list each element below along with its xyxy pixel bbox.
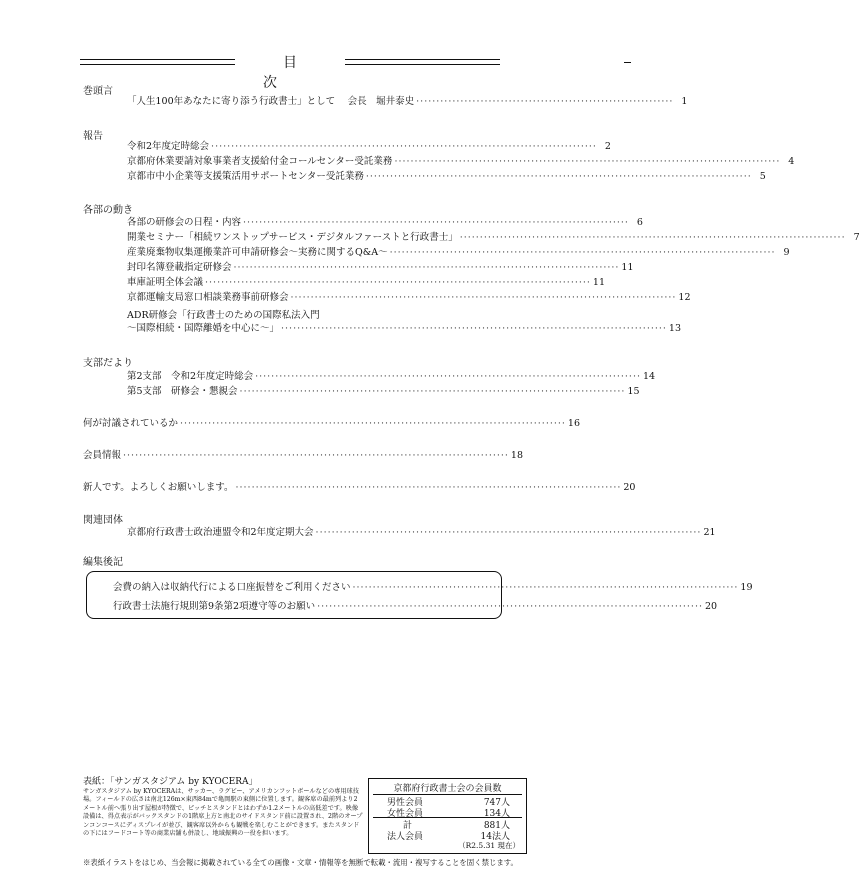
toc-entry-page: 18 [510,450,524,461]
toc-entry[interactable]: 封印名簿登載指定研修会 ································································································ 11 [127,261,493,273]
toc-entry[interactable]: 車庫証明全体会議 ································································································ 11 [127,276,493,288]
toc-entry[interactable]: ～国際相続・国際離婚を中心に～」 ································································································ 13 [127,322,493,334]
toc-entry-page: 9 [783,247,790,258]
toc-entry[interactable]: 会費の納入は収納代行による口座振替をご利用ください ································································································ 19 [113,581,483,593]
toc-entry-label: 第5支部 研修会・懇親会 [127,386,238,397]
corp-value: 14法人 [480,832,510,842]
toc-entry[interactable]: 開業セミナー「相続ワンストップサービス・デジタルファーストと行政書士」 ································································································ 7 [127,231,493,243]
toc-entry-label: 各部の研修会の日程・内容 [127,217,242,228]
member-count-date: （R2.5.31 現在） [458,841,520,850]
toc-entry-page: 21 [703,527,716,538]
toc-entry-label: 「人生100年あなたに寄り添う行政書士」として 会長 堀井泰史 [127,96,415,107]
toc-entry-page: 15 [627,386,640,397]
toc-entry-page: 5 [759,171,766,182]
toc-entry-page: 19 [740,582,753,593]
toc-entry-page: 1 [681,96,688,107]
toc-entry-label: 会費の納入は収納代行による口座振替をご利用ください [113,582,351,593]
toc-entry[interactable]: 何が討議されているか ································································································ 16 [83,417,493,429]
toc-entry-label: ～国際相続・国際離婚を中心に～」 [127,323,280,334]
toc-entry-label: 京都府行政書士政治連盟令和2年度定期大会 [127,527,314,538]
toc-entry[interactable]: 各部の研修会の日程・内容 ································································································ 6 [127,216,493,228]
toc-entry[interactable]: 産業廃棄物収集運搬業許可申請研修会～実務に関するQ&A～ ································································································ 9 [127,246,493,258]
toc-entry-label: 封印名簿登載指定研修会 [127,262,232,273]
section-kantogen: 巻頭言 [83,86,113,97]
toc-entry-page: 6 [636,217,643,228]
toc-entry-label: 開業セミナー「相続ワンストップサービス・デジタルファーストと行政書士」 [127,232,458,243]
section-henshu: 編集後記 [83,557,123,568]
male-label: 男性会員 [387,798,424,808]
section-kakubu: 各部の動き [83,205,133,216]
toc-entry[interactable]: 第2支部 令和2年度定時総会 ································································································ 14 [127,370,493,382]
heading-rule-right [345,59,500,65]
toc-entry[interactable]: 「人生100年あなたに寄り添う行政書士」として 会長 堀井泰史 ································································ 1 [127,95,493,107]
toc-entry-page: 12 [678,292,691,303]
toc-entry-page: 20 [705,601,718,612]
toc-entry-label: 何が討議されているか [83,418,179,429]
corp-label: 法人会員 [387,832,424,842]
total-label: 計 [403,821,413,831]
margin-tick [624,62,631,63]
toc-entry-label: 京都府休業要請対象事業者支援給付金コールセンター受託業務 [127,156,393,167]
toc-entry-label: 産業廃棄物収集運搬業許可申請研修会～実務に関するQ&A～ [127,247,388,258]
toc-entry-label-line1: ADR研修会「行政書士のための国際私法入門 [127,310,320,321]
member-count-title: 京都府行政書士会の会員数 [393,784,502,794]
toc-entry[interactable]: 令和2年度定時総会 ································································································ 2 [127,140,493,152]
female-value: 134人 [483,809,510,819]
toc-entry[interactable]: 京都運輸支局窓口相談業務事前研修会 ································································································ 12 [127,291,493,303]
toc-heading [80,54,500,91]
toc-entry-page: 16 [567,418,581,429]
toc-entry-label: 行政書士法施行規則第9条第2項遵守等のお願い [113,601,316,612]
toc-entry[interactable]: 第5支部 研修会・懇親会 ································································································ 15 [127,385,493,397]
toc-entry-page: 20 [623,482,636,493]
cover-title: 表紙：「サンガスタジアム by KYOCERA」 [83,777,258,787]
total-value: 881人 [483,821,510,831]
toc-entry[interactable]: 京都府休業要請対象事業者支援給付金コールセンター受託業務 ································································································ 4 [127,155,493,167]
toc-entry-label: 車庫証明全体会議 [127,277,204,288]
toc-entry-label: 京都市中小企業等支援策活用サポートセンター受託業務 [127,171,364,182]
section-shibu: 支部だより [83,358,133,369]
heading-rule-left [80,59,235,65]
toc-entry[interactable]: 会員情報 ································································································ 18 [83,449,493,461]
toc-title: 目次 [263,55,337,91]
copyright-note: ※表紙イラストをはじめ、当会報に掲載されている全ての画像・文章・情報等を無断で転載・流用・複写することを固く禁じます。 [83,858,518,867]
female-label: 女性会員 [387,809,424,819]
toc-entry[interactable]: 京都市中小企業等支援策活用サポートセンター受託業務 ································································································ 5 [127,170,493,182]
cover-text: サンガスタジアム by KYOCERAは、サッカー、ラグビー、アメリカンフットボールなどの専用球技場。フィールドの広さは南北126m×東西84mで亀岡駅の東側に位置します。観客席の最前列より2メートル前へ張り出す屋根が特徴で、ピッチとスタンドとはわずか1.2メートルの高低差です。映像設備は、得点表示がバックスタンドの1階席上方と南北のサイドスタンド前に設置され、2階のオープンコンコースにディスプレイが並び、観客席以外からも観戦を楽しむことができます。またスタンドの下にはフードコート等の商業店舗も併設し、地域振興の一役を担います。 [83,788,363,838]
toc-entry-label: 京都運輸支局窓口相談業務事前研修会 [127,292,289,303]
toc-entry-page: 2 [604,141,611,152]
toc-entry-label: 令和2年度定時総会 [127,141,210,152]
toc-entry[interactable]: 行政書士法施行規則第9条第2項遵守等のお願い ································································································ 20 [113,600,483,612]
toc-entry-page: 7 [853,232,860,243]
toc-entry-page: 4 [788,156,795,167]
section-houkoku: 報告 [83,131,103,142]
section-kanren: 関連団体 [83,515,123,526]
toc-entry-page: 14 [643,371,656,382]
toc-entry-page: 11 [621,262,634,273]
cover-description [83,777,363,838]
toc-entry[interactable]: 新人です。よろしくお願いします。 ································································································ 20 [83,481,493,493]
toc-entry-label: 会員情報 [83,450,122,461]
toc-entry-label: 新人です。よろしくお願いします。 [83,482,234,493]
male-value: 747人 [483,798,510,808]
toc-entry-page: 13 [668,323,682,334]
toc-entry-label: 第2支部 令和2年度定時総会 [127,371,254,382]
toc-entry[interactable]: 京都府行政書士政治連盟令和2年度定期大会 ································································································ 21 [127,526,493,538]
toc-entry-page: 11 [592,277,606,288]
member-count-box [368,778,527,854]
